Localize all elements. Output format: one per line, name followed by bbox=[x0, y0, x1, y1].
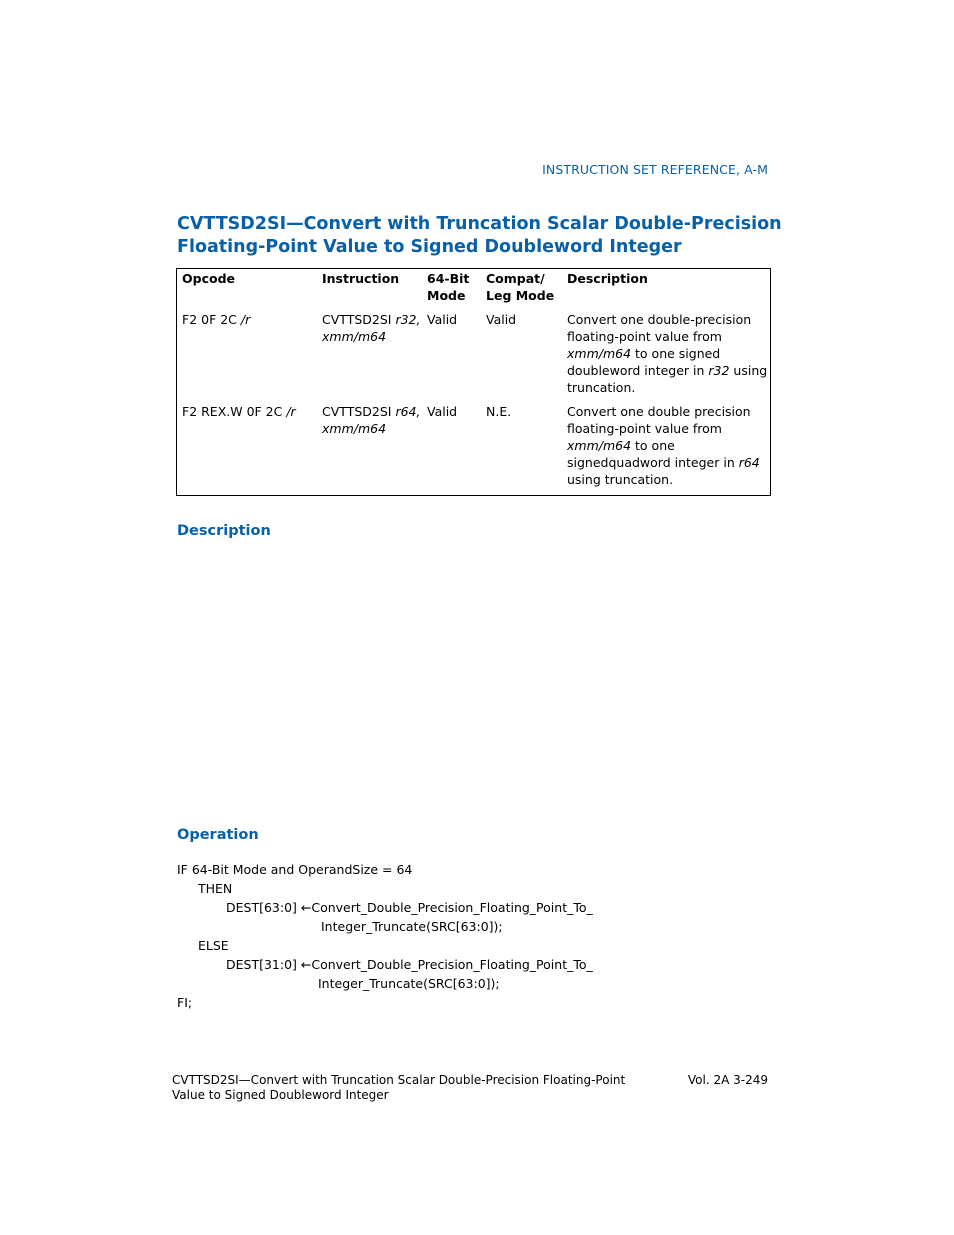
cell-opcode: F2 REX.W 0F 2C /r bbox=[182, 404, 296, 419]
cell-compat-mode: Valid bbox=[486, 312, 517, 327]
cell-description: Convert one double-precision floating-point value from xmm/m64 to one signed doubleword integer in r32 using truncation. bbox=[567, 312, 768, 395]
table-row bbox=[177, 311, 771, 403]
header-instruction: Instruction bbox=[322, 271, 400, 286]
description-heading: Description bbox=[177, 523, 271, 539]
cell-instruction: CVTTSD2SI r64, xmm/m64 bbox=[322, 404, 421, 436]
cell-compat-mode: N.E. bbox=[486, 404, 512, 419]
cell-64bit-mode: Valid bbox=[427, 312, 458, 327]
header-compat-leg-mode: Compat/ Leg Mode bbox=[486, 271, 555, 303]
operation-pseudocode bbox=[177, 860, 593, 1012]
code-line: DEST[31:0] ←Convert_Double_Precision_Floating_Point_To_ bbox=[226, 957, 593, 972]
cell-opcode: F2 0F 2C /r bbox=[182, 312, 251, 327]
code-line: FI; bbox=[177, 995, 193, 1010]
code-line: Integer_Truncate(SRC[63:0]); bbox=[318, 976, 500, 991]
code-line: THEN bbox=[198, 881, 233, 896]
operation-heading: Operation bbox=[177, 827, 259, 843]
cell-description: Convert one double precision floating-point value from xmm/m64 to one signedquadword integer in r64 using truncation. bbox=[567, 404, 760, 487]
header-64bit-mode: 64-Bit Mode bbox=[427, 271, 470, 303]
code-line: IF 64-Bit Mode and OperandSize = 64 bbox=[177, 862, 413, 877]
code-line: Integer_Truncate(SRC[63:0]); bbox=[321, 919, 503, 934]
table-row bbox=[177, 403, 771, 496]
running-header: INSTRUCTION SET REFERENCE, A-M bbox=[542, 162, 768, 177]
table-header-row bbox=[177, 269, 771, 312]
opcode-table bbox=[176, 268, 771, 496]
code-line: DEST[63:0] ←Convert_Double_Precision_Floating_Point_To_ bbox=[226, 900, 593, 915]
cell-64bit-mode: Valid bbox=[427, 404, 458, 419]
header-description: Description bbox=[567, 271, 648, 286]
cell-instruction: CVTTSD2SI r32, xmm/m64 bbox=[322, 312, 421, 344]
footer-page-number: Vol. 2A 3-249 bbox=[687, 1073, 768, 1087]
code-line: ELSE bbox=[198, 938, 229, 953]
header-opcode: Opcode bbox=[182, 271, 235, 286]
footer-title: CVTTSD2SI—Convert with Truncation Scalar Double-Precision Floating-Point Value to Signed Doubleword Integer bbox=[172, 1073, 626, 1102]
page-title: CVTTSD2SI—Convert with Truncation Scalar Double-Precision Floating-Point Value to Signed Doubleword Integer bbox=[177, 214, 782, 257]
